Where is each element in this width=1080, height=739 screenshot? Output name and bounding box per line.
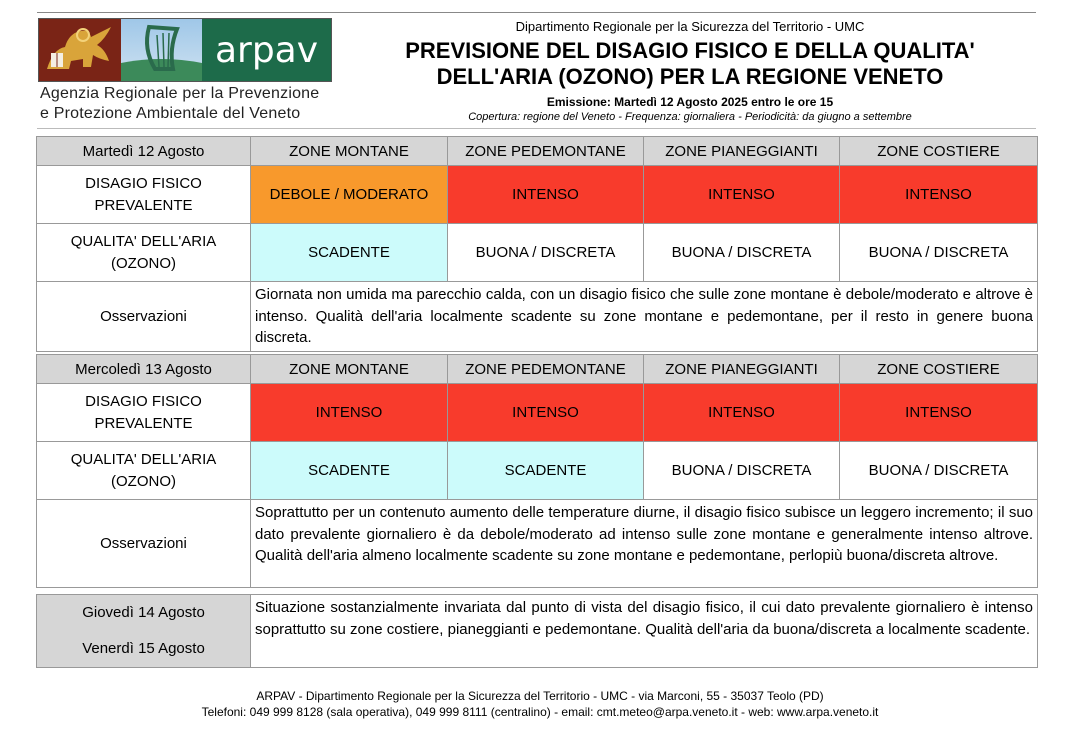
qualita-row (37, 442, 1038, 500)
forecast-table-day-1 (36, 136, 1038, 352)
zone-header: ZONE PEDEMONTANE (448, 355, 644, 384)
title-line-2: DELL'ARIA (OZONO) PER LA REGIONE VENETO (436, 64, 944, 89)
qualita-cell: BUONA / DISCRETA (840, 442, 1038, 500)
outlook-row (37, 595, 1038, 668)
header-rule (37, 128, 1036, 129)
table-header-row (37, 137, 1038, 166)
harp-icon (121, 19, 202, 81)
agency-name (40, 84, 319, 124)
disagio-cell: INTENSO (840, 166, 1038, 224)
forecast-table-day-2 (36, 354, 1038, 588)
outlook-date-2: Venerdì 15 Agosto (82, 640, 205, 657)
zone-header: ZONE PIANEGGIANTI (644, 137, 840, 166)
outlook-table (36, 594, 1038, 668)
observations-text: Giornata non umida ma parecchio calda, con un disagio fisico che sulle zone montane è debole/moderato e altrove è intenso. Qualità dell'aria localmente scadente su zone montane e pedemontane, per il resto in genere buona discreta. (251, 282, 1038, 352)
row-label-disagio: DISAGIO FISICO PREVALENTE (37, 384, 251, 442)
zone-header: ZONE PEDEMONTANE (448, 137, 644, 166)
disagio-cell: INTENSO (448, 166, 644, 224)
qualita-row (37, 224, 1038, 282)
observations-text: Soprattutto per un contenuto aumento delle temperature diurne, il disagio fisico subisce un leggero incremento; il suo dato prevalente giornaliero è da debole/moderato ad intenso sulle zone montane e generalmente intenso altrove. Qualità dell'aria almeno localmente scadente su zone montane e pedemontane, perlopiù buona/discreta altrove. (251, 500, 1038, 588)
disagio-row (37, 384, 1038, 442)
coverage-info: Copertura: regione del Veneto - Frequenza: giornaliera - Periodicità: da giugno a settembre (468, 111, 912, 123)
zone-header: ZONE MONTANE (251, 137, 448, 166)
page-title (380, 38, 1000, 90)
observations-row (37, 500, 1038, 588)
row-label-observations: Osservazioni (37, 500, 251, 588)
qualita-cell: BUONA / DISCRETA (448, 224, 644, 282)
brand-name: arpav (202, 19, 331, 81)
row-label-disagio: DISAGIO FISICO PREVALENTE (37, 166, 251, 224)
disagio-cell: INTENSO (448, 384, 644, 442)
observations-row (37, 282, 1038, 352)
footer-address: ARPAV - Dipartimento Regionale per la Sicurezza del Territorio - UMC - via Marconi, 55 - 35037 Teolo (PD) (256, 689, 824, 703)
outlook-date-1: Giovedì 14 Agosto (82, 604, 205, 621)
date-cell: Martedì 12 Agosto (37, 137, 251, 166)
footer-contacts: Telefoni: 049 999 8128 (sala operativa), 049 999 8111 (centralino) - email: cmt.meteo@arpa.veneto.it - web: www.arpa.veneto.it (201, 705, 879, 719)
qualita-cell: BUONA / DISCRETA (644, 224, 840, 282)
qualita-cell: BUONA / DISCRETA (840, 224, 1038, 282)
zone-header: ZONE MONTANE (251, 355, 448, 384)
date-cell: Mercoledì 13 Agosto (37, 355, 251, 384)
arpav-logo (38, 18, 332, 82)
row-label-qualita: QUALITA' DELL'ARIA (OZONO) (37, 224, 251, 282)
department-name: Dipartimento Regionale per la Sicurezza del Territorio - UMC (515, 19, 865, 34)
qualita-cell: BUONA / DISCRETA (644, 442, 840, 500)
disagio-cell: INTENSO (251, 384, 448, 442)
qualita-cell: SCADENTE (448, 442, 644, 500)
agency-line-2: e Protezione Ambientale del Veneto (40, 105, 301, 122)
lion-of-saint-mark-icon (39, 19, 121, 81)
zone-header: ZONE PIANEGGIANTI (644, 355, 840, 384)
emission-info: Emissione: Martedì 12 Agosto 2025 entro le ore 15 (546, 95, 834, 109)
row-label-observations: Osservazioni (37, 282, 251, 352)
disagio-cell: INTENSO (840, 384, 1038, 442)
outlook-text: Situazione sostanzialmente invariata dal punto di vista del disagio fisico, il cui dato prevalente giornaliero è intenso soprattutto su zone costiere, pianeggianti e pedemontane. Qualità dell'aria da buona/discreta a localmente scadente. (251, 595, 1038, 668)
top-rule (37, 12, 1036, 13)
agency-line-1: Agenzia Regionale per la Prevenzione (40, 85, 320, 102)
disagio-cell: INTENSO (644, 384, 840, 442)
disagio-cell: INTENSO (644, 166, 840, 224)
title-line-1: PREVISIONE DEL DISAGIO FISICO E DELLA QUALITA' (405, 38, 975, 63)
row-label-qualita: QUALITA' DELL'ARIA (OZONO) (37, 442, 251, 500)
zone-header: ZONE COSTIERE (840, 355, 1038, 384)
table-header-row (37, 355, 1038, 384)
qualita-cell: SCADENTE (251, 224, 448, 282)
zone-header: ZONE COSTIERE (840, 137, 1038, 166)
disagio-row (37, 166, 1038, 224)
disagio-cell: DEBOLE / MODERATO (251, 166, 448, 224)
qualita-cell: SCADENTE (251, 442, 448, 500)
outlook-dates (37, 595, 251, 668)
